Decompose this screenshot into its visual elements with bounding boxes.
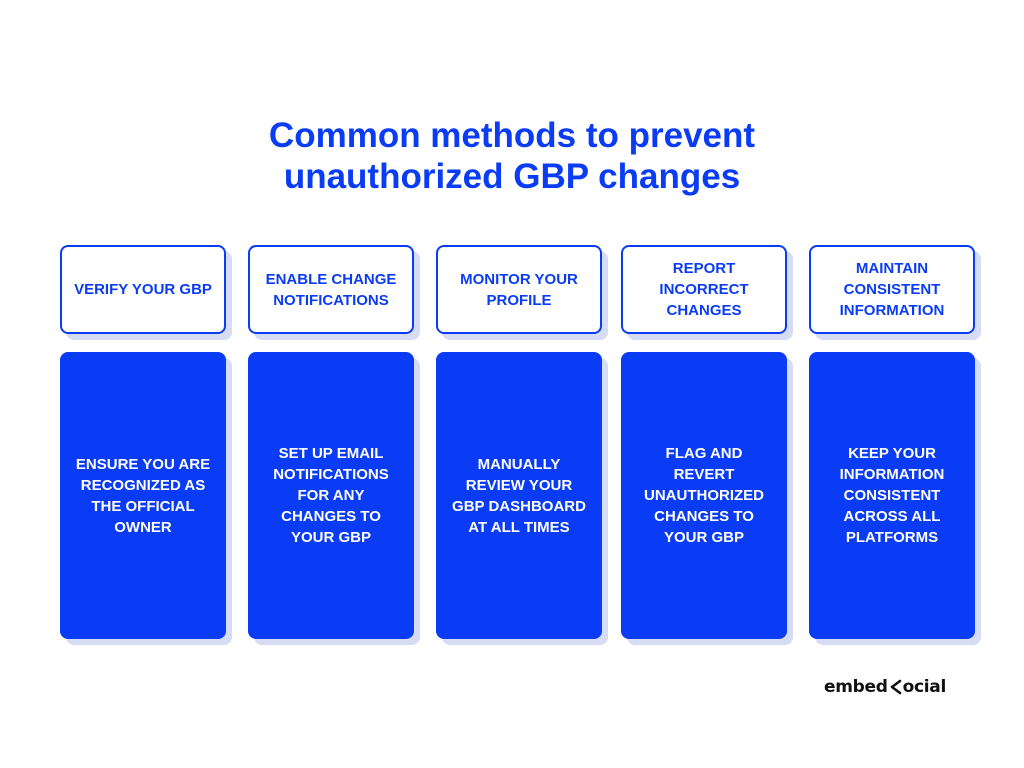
- method-description-card: [809, 352, 975, 639]
- logo-text-left: embed: [824, 677, 888, 697]
- method-header-text: MAINTAIN CONSISTENT INFORMATION: [839, 260, 945, 319]
- method-header-text: MONITOR YOUR PROFILE: [460, 270, 578, 309]
- method-header-card: [248, 245, 414, 334]
- method-description-text: KEEP YOUR INFORMATION CONSISTENT ACROSS ALL PLATFORMS: [839, 445, 945, 546]
- embedsocial-logo: [824, 677, 946, 697]
- method-description-card: [621, 352, 787, 639]
- method-header-card: [621, 245, 787, 334]
- logo-text-right: ocial: [902, 677, 947, 697]
- method-description-card: [248, 352, 414, 639]
- title-line-2: unauthorized GBP changes: [283, 157, 741, 196]
- method-description-text: MANUALLY REVIEW YOUR GBP DASHBOARD AT ALL TIMES: [452, 455, 586, 536]
- method-header-card: [60, 245, 226, 334]
- method-description-text: SET UP EMAIL NOTIFICATIONS FOR ANY CHANGES TO YOUR GBP: [273, 445, 389, 546]
- method-header-text: ENABLE CHANGE NOTIFICATIONS: [265, 270, 397, 309]
- method-description-card: [436, 352, 602, 639]
- title-line-1: Common methods to prevent: [268, 116, 756, 155]
- method-header-card: [436, 245, 602, 334]
- method-header-text: REPORT INCORRECT CHANGES: [659, 260, 749, 319]
- method-description-text: FLAG AND REVERT UNAUTHORIZED CHANGES TO YOUR GBP: [644, 445, 764, 546]
- page-title: [0, 115, 1024, 197]
- method-header-card: [809, 245, 975, 334]
- method-description-text: ENSURE YOU ARE RECOGNIZED AS THE OFFICIAL OWNER: [75, 455, 211, 536]
- method-header-text: VERIFY YOUR GBP: [74, 281, 212, 298]
- method-description-card: [60, 352, 226, 639]
- logo-s-chevron-icon: [889, 678, 903, 696]
